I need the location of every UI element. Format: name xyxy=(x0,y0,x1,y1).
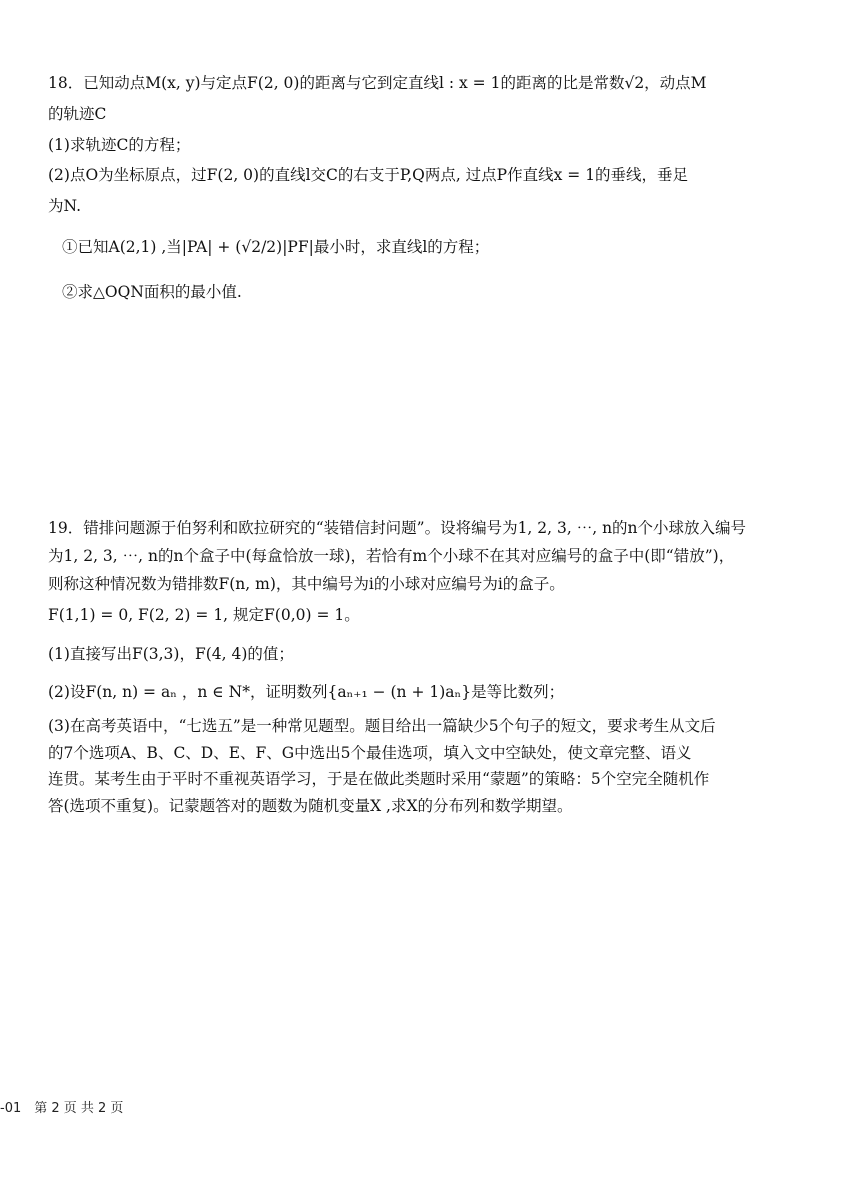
q19-part-3-line-4: 答(选项不重复)。记蒙题答对的题数为随机变量X ,求X的分布列和数学期望。 xyxy=(48,797,573,815)
q19-part-3-line-1: (3)在高考英语中，“七选五”是一种常见题型。题目给出一篇缺少5个句子的短文，要求考生从文后 xyxy=(48,717,716,735)
q18-part-2-line-2: 为N. xyxy=(48,197,81,215)
q18-subpart-2: ②求△OQN面积的最小值. xyxy=(62,283,242,301)
q19-stem-line-1: 19．错排问题源于伯努利和欧拉研究的“装错信封问题”。设将编号为1, 2, 3, ⋯, n的n个小球放入编号 xyxy=(48,519,747,537)
q19-given-values: F(1,1) = 0, F(2, 2) = 1, 规定F(0,0) = 1。 xyxy=(48,606,360,624)
q18-part-1: (1)求轨迹C的方程； xyxy=(48,136,191,154)
q19-part-2: (2)设F(n, n) = aₙ ，n ∈ N*，证明数列{aₙ₊₁ − (n + 1)aₙ}是等比数列； xyxy=(48,683,565,701)
page-footer: -01 第 2 页 共 2 页 xyxy=(0,1101,124,1116)
q19-part-3-line-2: 的7个选项A、B、C、D、E、F、G中选出5个最佳选项，填入文中空缺处，使文章完整、语义 xyxy=(48,744,692,762)
q18-subpart-1: ①已知A(2,1) ,当|PA| + (√2/2)|PF|最小时，求直线l的方程； xyxy=(62,238,490,256)
q19-stem-line-2: 为1, 2, 3, ⋯, n的n个盒子中(每盒恰放一球)，若恰有m个小球不在其对应编号的盒子中(即“错放”)， xyxy=(48,547,735,565)
q18-part-2-line-1: (2)点O为坐标原点，过F(2, 0)的直线l交C的右支于P,Q两点, 过点P作直线x = 1的垂线，垂足 xyxy=(48,166,689,184)
q19-part-1: (1)直接写出F(3,3)，F(4, 4)的值； xyxy=(48,645,294,663)
q18-stem-line-2: 的轨迹C xyxy=(48,105,107,123)
q19-part-3-line-3: 连贯。某考生由于平时不重视英语学习，于是在做此类题时采用“蒙题”的策略：5个空完全随机作 xyxy=(48,770,710,788)
q18-stem-line-1: 18．已知动点M(x, y)与定点F(2, 0)的距离与它到定直线l : x = 1的距离的比是常数√2，动点M xyxy=(48,74,707,92)
q19-stem-line-3: 则称这种情况数为错排数F(n, m)，其中编号为i的小球对应编号为i的盒子。 xyxy=(48,575,565,593)
